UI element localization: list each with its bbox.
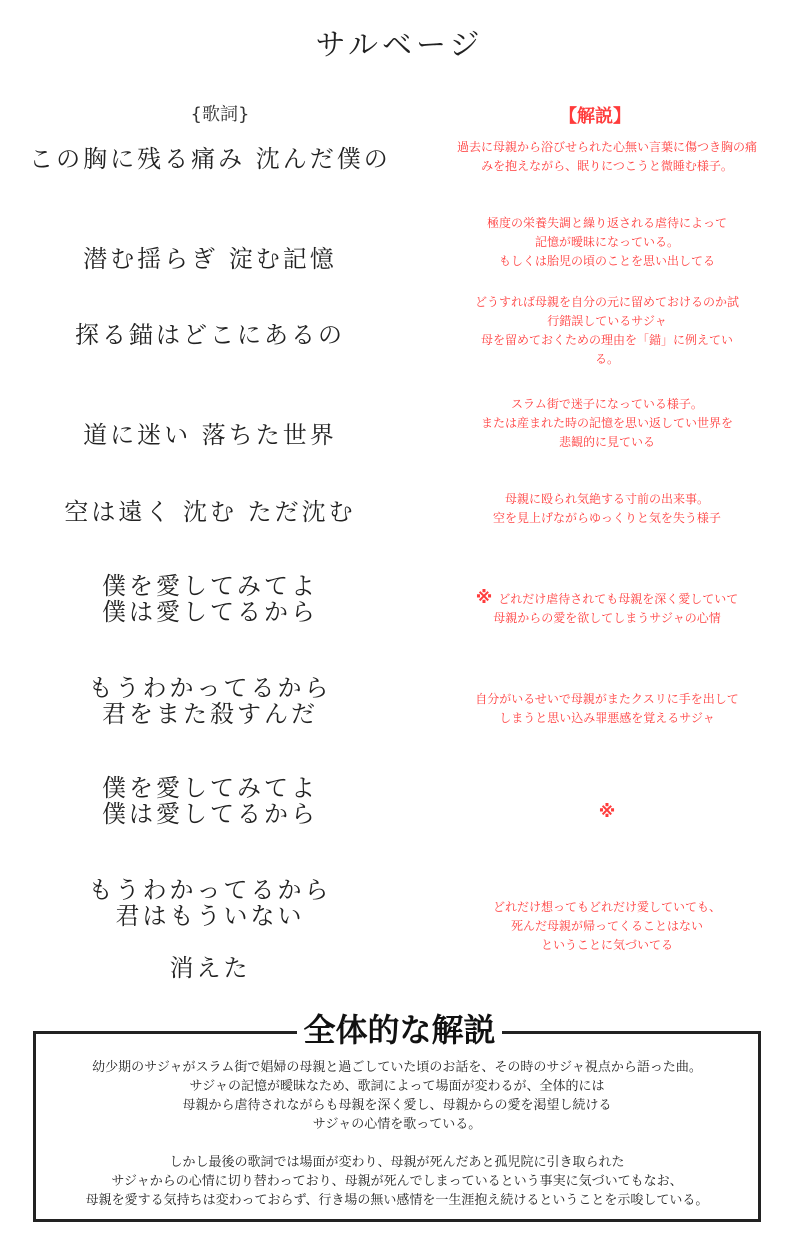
explanation-line: 極度の栄養失調と繰り返される虐待によって: [486, 216, 727, 230]
summary-line: サジャの記憶が曖昧なため、歌詞によって場面が変わるが、全体的には: [189, 1079, 605, 1094]
lyric-line: [20, 246, 400, 272]
lyric-text: もうわかってるから: [88, 674, 332, 702]
explanation-text: [432, 138, 782, 176]
summary-line: サジャからの心情に切り替わっており、母親が死んでしまっているという事実に気づいてもなお、: [111, 1174, 683, 1189]
lyric-text: 空は遠く 沈む ただ沈む: [64, 498, 356, 526]
lyric-text: 探る錨はどこにあるの: [75, 321, 345, 349]
explanation-text: [432, 898, 782, 955]
paragraph-gap: [36, 1134, 758, 1153]
explanation-line: 母親に殴られ気絶する寸前の出来事。: [504, 492, 709, 506]
lyric-text: 道に迷い 落ちた世界: [83, 421, 337, 449]
explanation-text: [432, 589, 782, 628]
lyric-line: [110, 955, 310, 981]
explanation-text: [432, 690, 782, 728]
summary-line: 母親を愛する気持ちは変わっておらず、行き場の無い感情を一生涯抱え続けるということを示唆している。: [85, 1193, 709, 1208]
summary-line: サジャの心情を歌っている。: [312, 1117, 482, 1132]
explanation-header: 【解説】: [559, 106, 631, 127]
lyric-text: 消えた: [169, 954, 251, 982]
explanation-line: しまうと思い込み罪悪感を覚えるサジャ: [499, 711, 715, 725]
explanation-line: 空を見上げながらゆっくりと気を失う様子: [493, 511, 721, 525]
lyric-line: [20, 573, 400, 625]
lyric-text: 僕を愛してみてよ: [102, 572, 318, 600]
summary-line: 幼少期のサジャがスラム街で娼婦の母親と過ごしていた頃のお話を、その時のサジャ視点から語った曲。: [92, 1060, 702, 1075]
lyric-line: [20, 499, 400, 525]
lyric-text: この胸に残る痛み 沈んだ僕の: [29, 145, 391, 173]
explanation-line: または産まれた時の記憶を思い返してい世界を: [480, 416, 733, 430]
lyric-text: 僕を愛してみてよ: [102, 774, 318, 802]
lyric-line: [20, 877, 400, 929]
explanation-text: [432, 293, 782, 369]
explanation-text: [432, 214, 782, 271]
lyric-line: [20, 675, 400, 727]
lyric-line: [20, 146, 400, 172]
explanation-text: [432, 490, 782, 528]
summary-title: 全体的な解説: [297, 1010, 501, 1050]
page-title: サルベージ: [315, 28, 484, 63]
explanation-line: る。: [594, 352, 619, 366]
summary-text: [36, 1058, 758, 1210]
explanation-line: [432, 589, 782, 609]
explanation-line: みを抱えながら、眠りにつこうと微睡む様子。: [481, 159, 733, 173]
explanation-text: [432, 395, 782, 452]
explanation-line: 母を留めておくための理由を「錨」に例えてい: [480, 333, 733, 347]
lyric-text: 潜む揺らぎ 淀む記憶: [83, 245, 337, 273]
summary-line: 母親から虐待されながらも母親を深く愛し、母親からの愛を渇望し続ける: [182, 1098, 612, 1113]
lyric-line: [20, 775, 400, 827]
explanation-line: 自分がいるせいで母親がまたクスリに手を出して: [475, 692, 739, 706]
explanation-line: もしくは胎児の頃のことを思い出してる: [498, 254, 715, 268]
explanation-line: 母親からの愛を欲してしまうサジャの心情: [493, 611, 721, 625]
summary-title-wrapper: [0, 1010, 799, 1050]
lyric-text: もうわかってるから: [88, 876, 332, 904]
explanation-line: 過去に母親から浴びせられた心無い言葉に傷つき胸の痛: [456, 140, 757, 154]
explanation-line: 死んだ母親が帰ってくることはない: [510, 919, 703, 933]
explanation-line: スラム街で迷子になっている様子。: [511, 397, 703, 411]
explanation-line: 記憶が曖昧になっている。: [534, 235, 679, 249]
explanation-line-text: どれだけ虐待されても母親を深く愛していて: [498, 592, 739, 606]
reference-mark-icon: ※: [598, 802, 616, 822]
lyrics-header: {歌詞}: [190, 104, 250, 125]
explanation-line: どうすれば母親を自分の元に留めておけるのか試: [474, 295, 739, 309]
lyric-line: [20, 422, 400, 448]
lyric-text: 僕は愛してるから: [102, 800, 318, 828]
lyric-line: [20, 322, 400, 348]
lyric-text: 君をまた殺すんだ: [102, 700, 318, 728]
explanation-line: どれだけ想ってもどれだけ愛していても、: [492, 900, 721, 914]
lyric-text: 君はもういない: [115, 902, 305, 930]
lyric-text: 僕は愛してるから: [102, 598, 318, 626]
reference-mark-icon: ※: [475, 588, 493, 608]
explanation-line: 行錯誤しているサジャ: [547, 314, 667, 328]
summary-line: しかし最後の歌詞では場面が変わり、母親が死んだあと孤児院に引き取られた: [169, 1155, 625, 1170]
explanation-text: [432, 803, 782, 823]
explanation-line: ということに気づいてる: [540, 938, 673, 952]
explanation-line: 悲観的に見ている: [558, 435, 655, 449]
